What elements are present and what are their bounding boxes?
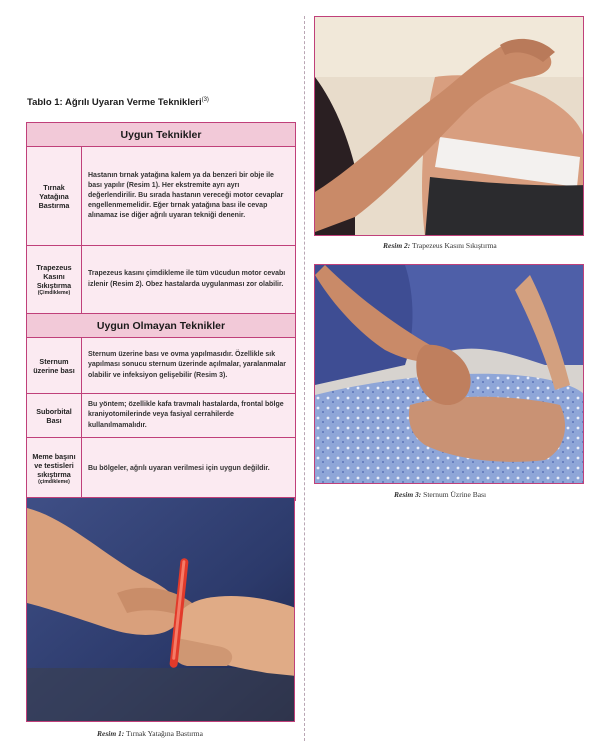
technique-name-subtitle: (Çimdikleme) [37,289,71,296]
caption-label: Resim 3: [394,490,422,499]
column-divider [304,16,305,741]
technique-description-text: Bu yöntem; özellikle kafa travmalı hastalarda, frontal bölge kraniyotomilerinde veya fasiyal cerrahilerde kullanılmamalıdır. [88,401,284,429]
caption-resim-1 [97,729,203,738]
technique-name-subtitle: (çimdikleme) [38,479,70,486]
technique-name-text: Meme başını ve testisleri sıkıştırma [32,452,76,480]
technique-name-text: Tırnak Yatağına Bastırma [38,182,70,210]
technique-description-text: Sternum üzerine bası ve ovma yapılmasıdır. Özellikle sık yapılması sonucu sternum üzerinde açılmalar, yaralanmalar olabilir ve infeksiyon gelişebilir (Resim 3). [88,351,287,379]
technique-name-text: Sternum üzerine bası [33,356,75,375]
technique-name [27,338,82,393]
nail-bed-pressure-image [27,498,295,722]
caption-text: Sternum Üzrine Bası [423,490,487,499]
technique-description [82,438,295,500]
technique-description-text: Hastanın tırnak yatağına kalem ya da benzeri bir obje ile bası yapılır (Resim 1). Her ekstremite ayrı ayrı değerlendirilir. Bu sırada hastanın vereceği motor cevaplar engellenmemelidir. Eğer tırnak yatağına bası ile cevap alınamaz ise diğer ağrılı uyaran tekniği denenir. [88,171,284,220]
photo-nail-bed-pressure [26,497,295,722]
table-title [27,97,209,108]
sternum-pressure-image [315,265,584,484]
caption-label: Resim 1: [97,729,125,738]
caption-label: Resim 2: [383,241,411,250]
caption-text: Trapezeus Kasını Sıkıştırma [412,241,497,250]
table-row [27,246,295,314]
technique-description [82,394,295,437]
technique-name-text: Trapezeus Kasını Sıkıştırma [36,262,72,290]
technique-name-text: Suborbital Bası [36,406,72,425]
technique-description [82,147,295,245]
technique-name [27,147,82,245]
table-title-reference: (3) [201,97,209,103]
caption-resim-2 [383,241,497,250]
technique-description [82,338,295,393]
caption-text: Tırnak Yatağına Bastırma [126,729,203,738]
photo-trapezius-squeeze [314,16,584,236]
technique-name [27,394,82,437]
table-row [27,338,295,394]
technique-description-text: Bu bölgeler, ağrılı uyaran verilmesi için uygun değildir. [88,464,270,472]
technique-name [27,438,82,500]
technique-description-text: Trapezeus kasını çimdikleme ile tüm vücudun motor cevabı izlenir (Resim 2). Obez hastalarda uygulanması zor olabilir. [88,270,286,288]
table-row [27,147,295,246]
table-title-text: Tablo 1: Ağrılı Uyaran Verme Teknikleri [27,97,202,109]
section-header-suitable: Uygun Teknikler [27,123,295,147]
table-row [27,394,295,438]
trapezius-squeeze-image [315,17,584,236]
caption-resim-3 [394,490,486,499]
techniques-table [26,122,296,501]
table-row [27,438,295,500]
technique-description [82,246,295,313]
section-header-unsuitable: Uygun Olmayan Teknikler [27,314,295,338]
technique-name [27,246,82,313]
photo-sternum-pressure [314,264,584,484]
